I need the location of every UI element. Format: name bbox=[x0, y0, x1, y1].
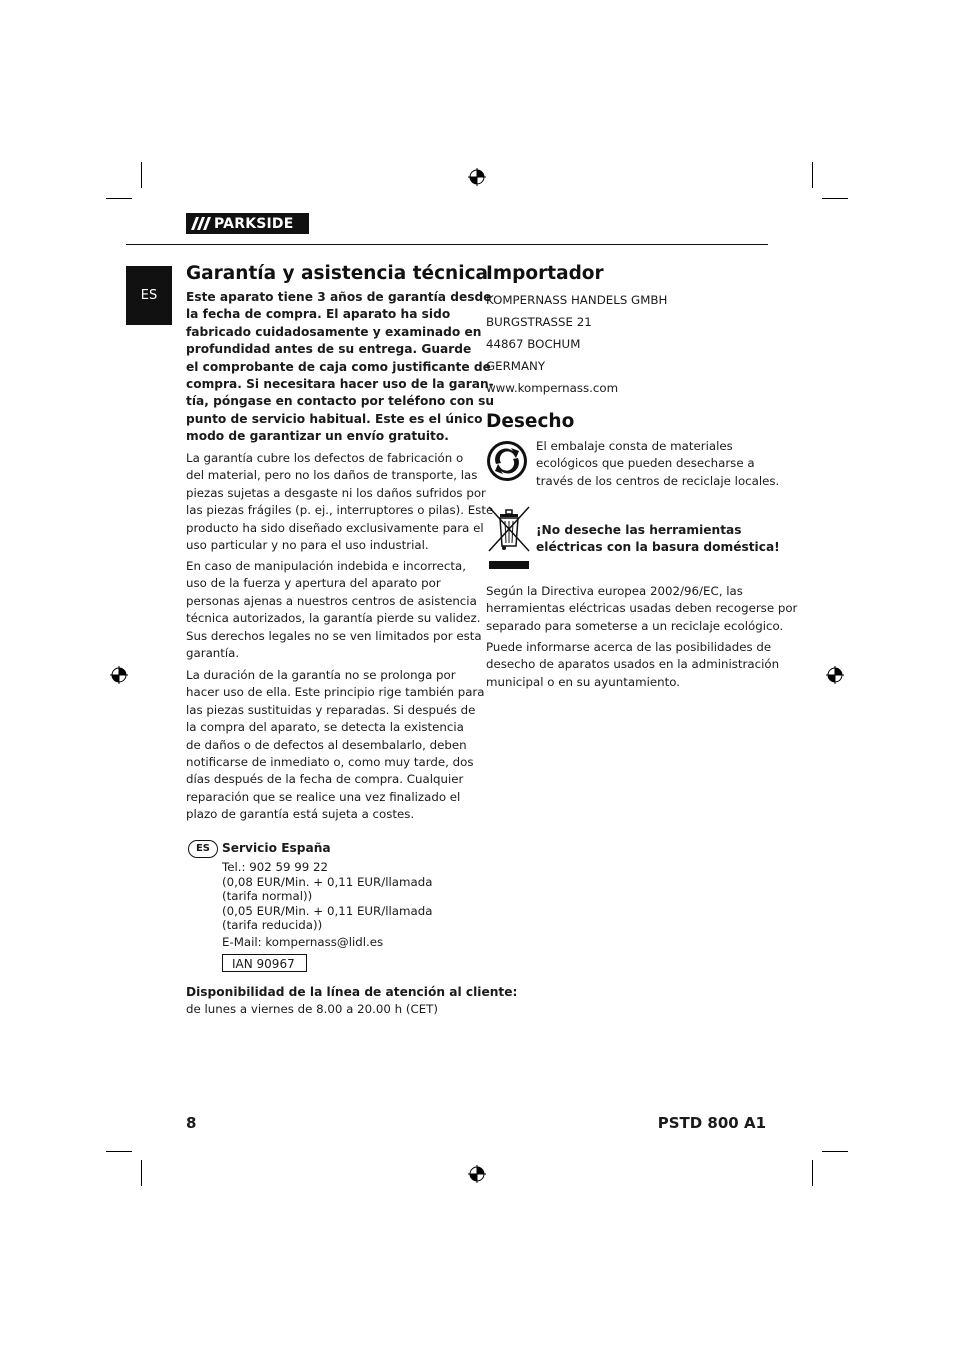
header-rule bbox=[126, 244, 768, 245]
warranty-duration bbox=[186, 667, 485, 824]
registration-mark-icon bbox=[110, 666, 128, 684]
text-line: Este aparato tiene 3 años de garantía desde bbox=[186, 290, 492, 304]
text-line: BURGSTRASSE 21 bbox=[486, 315, 592, 329]
crop-mark bbox=[106, 198, 132, 199]
brand-name: PARKSIDE bbox=[214, 215, 294, 232]
text-line: (0,08 EUR/Min. + 0,11 EUR/llamada bbox=[222, 874, 433, 889]
text-line: reparación que se realice una vez finalizado el bbox=[186, 789, 461, 804]
page-number: 8 bbox=[186, 1114, 197, 1132]
text-line: del material, pero no los daños de transporte, las bbox=[186, 468, 478, 483]
text-line: ecológicos que pueden desecharse a bbox=[536, 456, 755, 471]
crop-mark bbox=[812, 162, 813, 188]
warranty-coverage bbox=[186, 450, 494, 554]
registration-mark-icon bbox=[468, 1165, 486, 1183]
text-line: Puede informarse acerca de las posibilidades de bbox=[486, 640, 772, 654]
availability-text: de lunes a viernes de 8.00 a 20.00 h (CET) bbox=[186, 1002, 438, 1016]
text-line: tía, póngase en contacto por teléfono con su bbox=[186, 394, 495, 409]
warranty-title: Garantía y asistencia técnica bbox=[186, 263, 489, 284]
registration-mark-icon bbox=[826, 666, 844, 684]
text-line: (0,05 EUR/Min. + 0,11 EUR/llamada bbox=[222, 903, 433, 918]
service-email: E-Mail: kompernass@lidl.es bbox=[222, 935, 384, 949]
text-line: El embalaje consta de materiales bbox=[536, 439, 733, 453]
service-title: Servicio España bbox=[222, 841, 331, 855]
text-line: las piezas frágiles (p. ej., interruptores o pilas). Este bbox=[186, 503, 494, 518]
text-line: desecho de aparatos usados en la administración bbox=[486, 657, 780, 672]
text-line: Según la Directiva europea 2002/96/EC, las bbox=[486, 584, 743, 598]
disposal-title: Desecho bbox=[486, 411, 575, 432]
text-line: uso particular y no para el uso industrial. bbox=[186, 538, 429, 553]
text-line: herramientas eléctricas usadas deben recogerse por bbox=[486, 601, 798, 616]
text-line: plazo de garantía está sujeta a costes. bbox=[186, 807, 415, 822]
recycling-icon bbox=[486, 440, 528, 482]
text-line: eléctricas con la basura doméstica! bbox=[536, 540, 780, 554]
text-line: separado para someterse a un reciclaje ecológico. bbox=[486, 618, 784, 633]
text-line: (tarifa normal)) bbox=[222, 889, 313, 903]
text-line: La duración de la garantía no se prolonga por bbox=[186, 668, 456, 682]
text-line: hacer uso de ella. Este principio rige también para bbox=[186, 685, 485, 700]
service-contact bbox=[222, 860, 432, 933]
warranty-intro bbox=[186, 289, 495, 446]
text-line: modo de garantizar un envío gratuito. bbox=[186, 429, 449, 444]
language-tab: ES bbox=[126, 266, 172, 325]
text-line: profundidad antes de su entrega. Guarde bbox=[186, 342, 472, 357]
text-line: fabricado cuidadosamente y examinado en bbox=[186, 324, 482, 339]
directive-text bbox=[486, 583, 797, 635]
text-line: garantía. bbox=[186, 646, 240, 661]
ian-number: IAN 90967 bbox=[222, 954, 307, 972]
text-line: la compra del aparato, se detecta la existencia bbox=[186, 720, 464, 735]
crop-mark bbox=[141, 162, 142, 188]
text-line: GERMANY bbox=[486, 359, 546, 373]
text-line: días después de la fecha de compra. Cualquier bbox=[186, 772, 464, 787]
text-line: municipal o en su ayuntamiento. bbox=[486, 674, 680, 689]
disposal-warning bbox=[536, 522, 780, 556]
text-line: En caso de manipulación indebida e incorrecta, bbox=[186, 559, 466, 573]
availability-label: Disponibilidad de la línea de atención al cliente: bbox=[186, 985, 518, 999]
text-line: compra. Si necesitara hacer uso de la garan- bbox=[186, 377, 494, 392]
text-line: la fecha de compra. El aparato ha sido bbox=[186, 307, 451, 322]
text-line: 44867 BOCHUM bbox=[486, 337, 581, 351]
importer-address bbox=[486, 289, 667, 399]
importer-website: www.kompernass.com bbox=[486, 381, 619, 395]
model-number: PSTD 800 A1 bbox=[657, 1114, 766, 1132]
crop-mark bbox=[812, 1160, 813, 1186]
importer-title: Importador bbox=[486, 263, 604, 284]
brand-logo bbox=[186, 213, 309, 234]
text-line: KOMPERNASS HANDELS GMBH bbox=[486, 293, 668, 307]
text-line: través de los centros de reciclaje locales. bbox=[536, 473, 780, 488]
crop-mark bbox=[822, 198, 848, 199]
crop-mark bbox=[822, 1151, 848, 1152]
text-line: las piezas sustituidas y reparadas. Si después de bbox=[186, 702, 476, 717]
crop-mark bbox=[141, 1160, 142, 1186]
text-line: piezas sujetas a desgaste ni los daños sufridos por bbox=[186, 485, 486, 500]
crossed-bin-icon bbox=[486, 504, 532, 570]
logo-slashes-icon bbox=[186, 213, 212, 234]
disposal-info bbox=[486, 639, 779, 691]
text-line: producto ha sido diseñado exclusivamente para el bbox=[186, 520, 484, 535]
text-line: notificarse de inmediato o, como muy tarde, dos bbox=[186, 755, 474, 770]
text-line: (tarifa reducida)) bbox=[222, 918, 323, 932]
text-line: Tel.: 902 59 99 22 bbox=[222, 860, 329, 874]
text-line: ¡No deseche las herramientas bbox=[536, 523, 742, 537]
text-line: de daños o de defectos al desembalarlo, deben bbox=[186, 737, 467, 752]
text-line: uso de la fuerza y apertura del aparato por bbox=[186, 576, 441, 591]
packaging-text bbox=[536, 438, 779, 490]
country-badge: ES bbox=[188, 840, 218, 858]
text-line: el comprobante de caja como justificante de bbox=[186, 359, 491, 374]
crop-mark bbox=[106, 1151, 132, 1152]
text-line: La garantía cubre los defectos de fabricación o bbox=[186, 451, 464, 465]
warranty-voiding bbox=[186, 558, 482, 662]
text-line: punto de servicio habitual. Este es el único bbox=[186, 411, 483, 426]
text-line: técnica autorizados, la garantía pierde su validez. bbox=[186, 611, 481, 626]
registration-mark-icon bbox=[468, 168, 486, 186]
text-line: Sus derechos legales no se ven limitados por esta bbox=[186, 628, 482, 643]
text-line: personas ajenas a nuestros centros de asistencia bbox=[186, 593, 477, 608]
